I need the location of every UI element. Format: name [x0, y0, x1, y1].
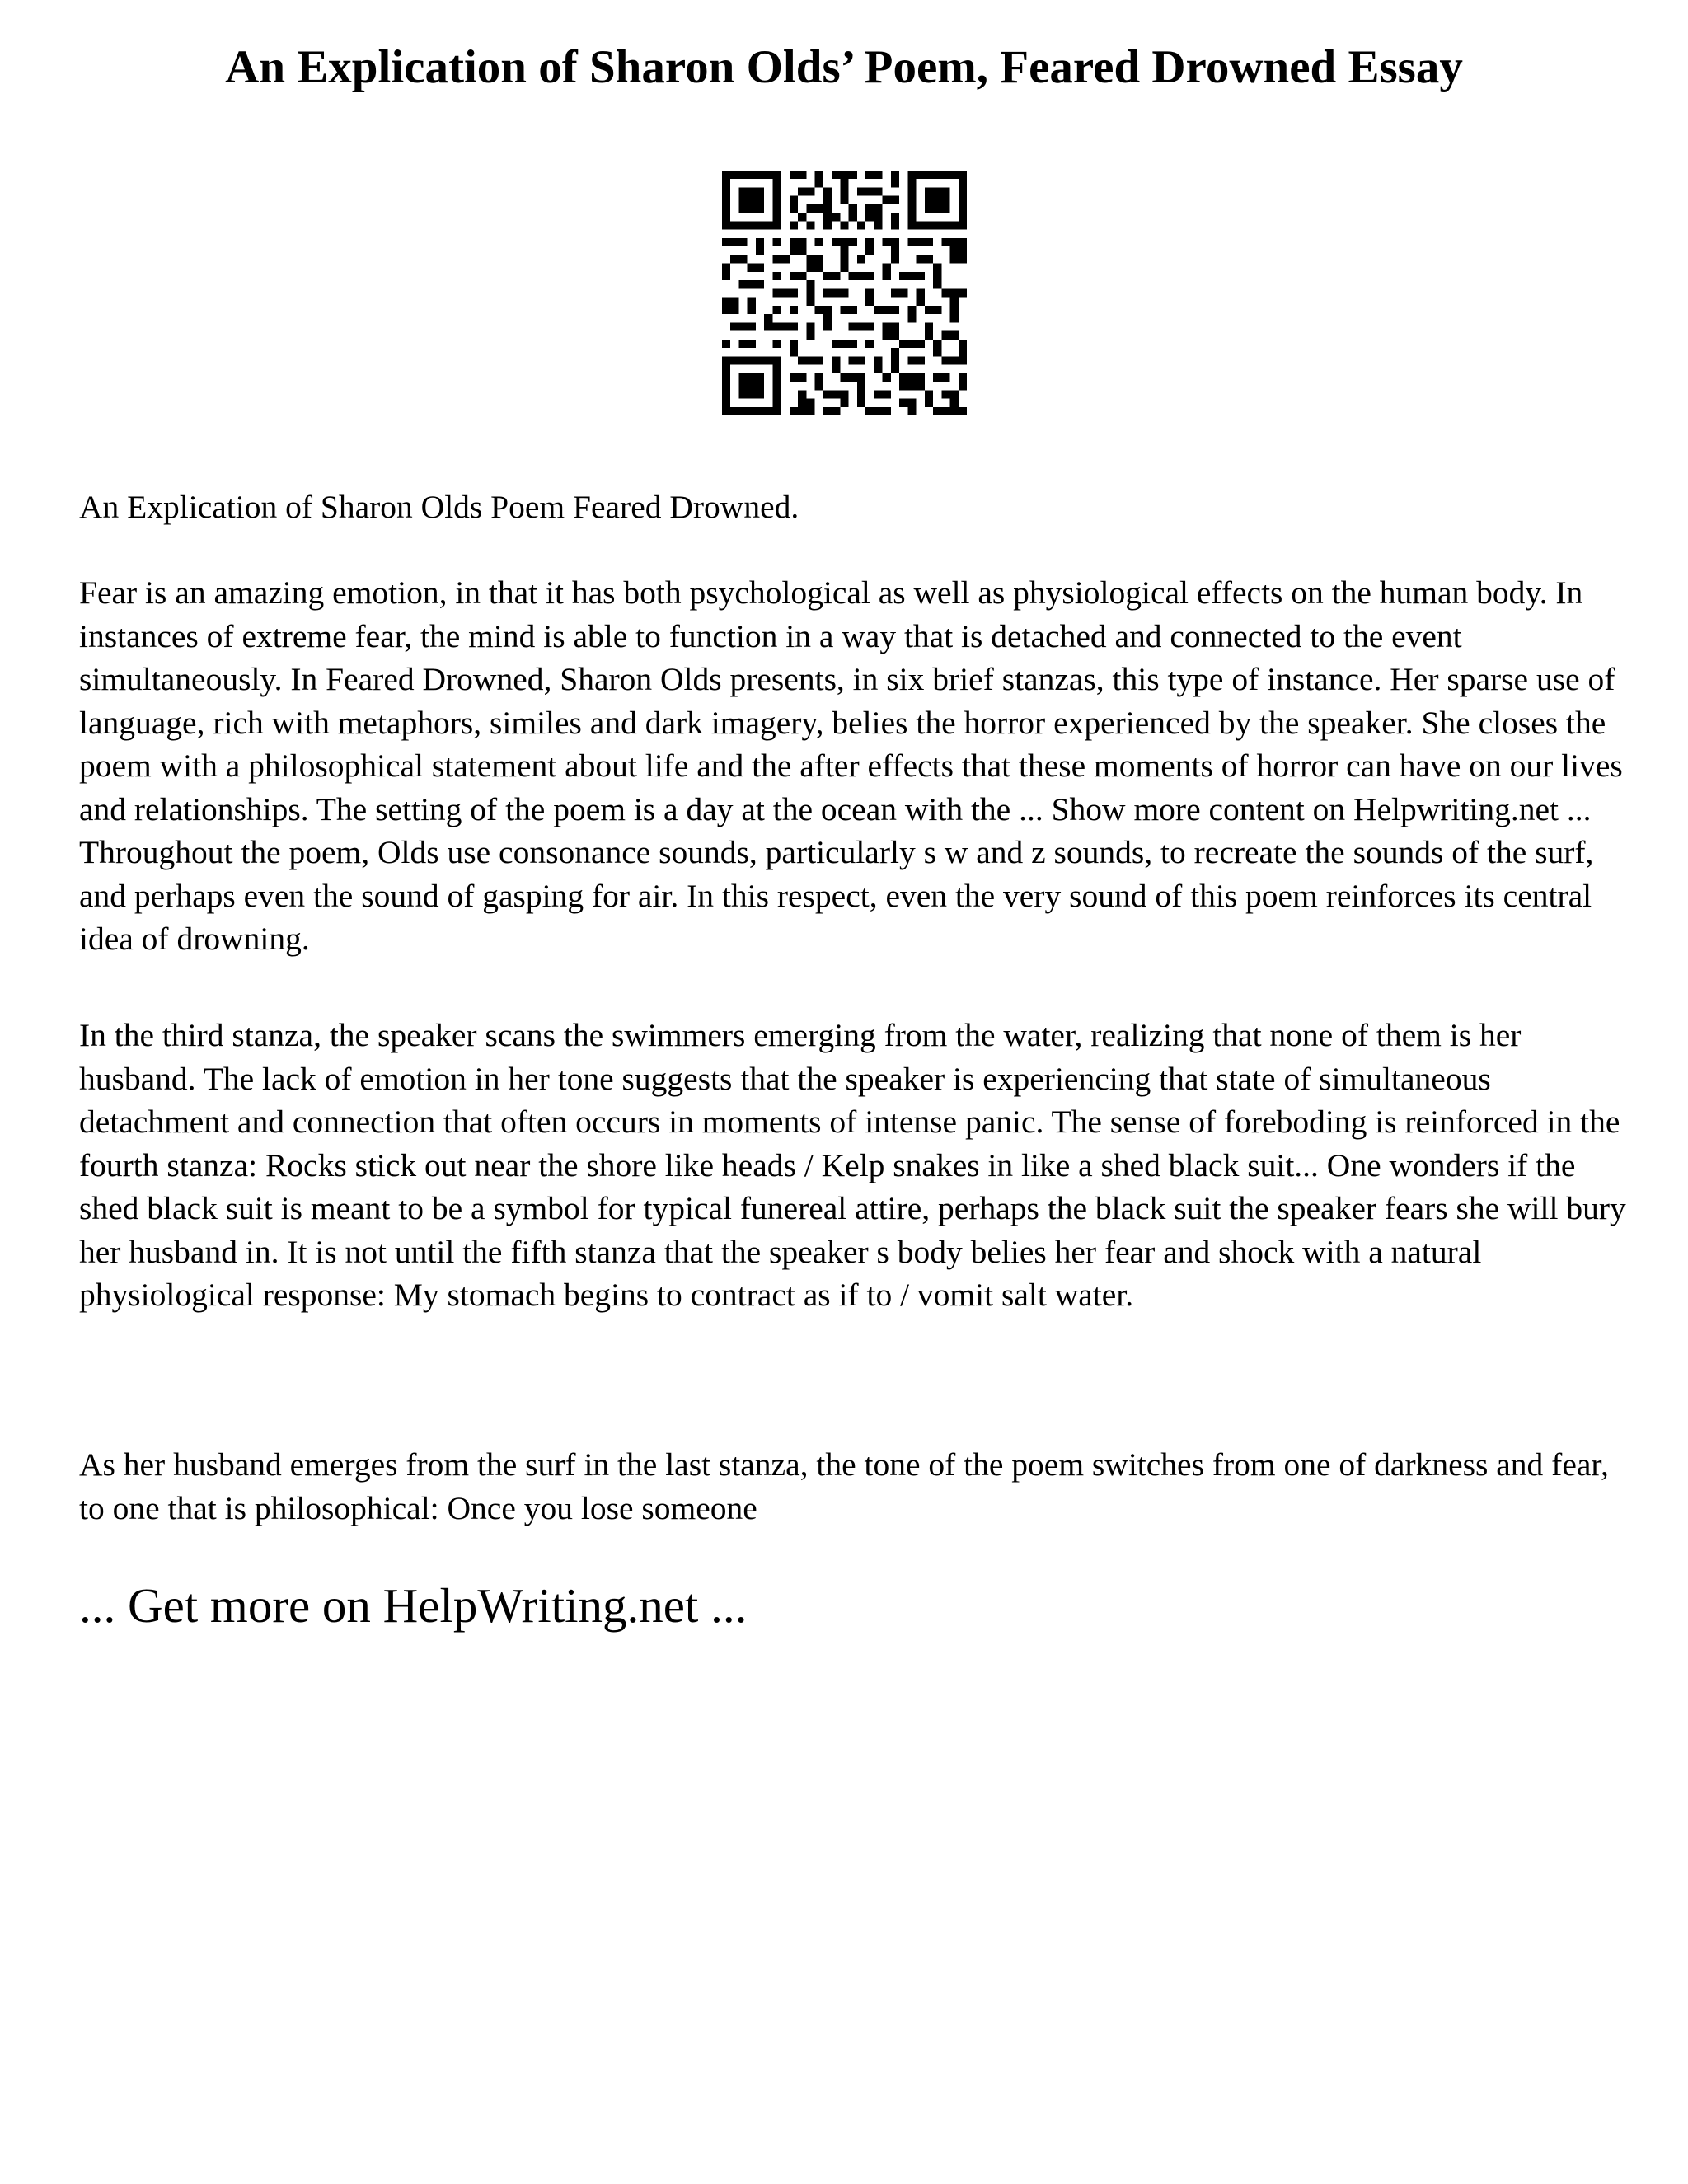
qr-code-icon — [722, 171, 967, 415]
intro-line: An Explication of Sharon Olds Poem Feared Drowned. — [79, 489, 799, 525]
paragraph-2: In the third stanza, the speaker scans the swimmers emerging from the water, realizing that none of them is her husband. The lack of emotion in her tone suggests that the speaker is experiencing that state of simultaneous detachment and connection that often occurs in moments of intense panic. The sense of foreboding is reinforced in the fourth stanza: Rocks stick out near the shore like heads / Kelp snakes in like a shed black suit... One wonders if the shed black suit is meant to be a symbol for typical funereal attire, perhaps the black suit the speaker fears she will bury her husband in. It is not until the fifth stanza that the speaker s body belies her fear and shock with a natural physiological response: My stomach begins to contract as if to / vomit salt water. — [79, 1017, 1626, 1313]
paragraph-1: Fear is an amazing emotion, in that it has both psychological as well as physiological effects on the human body. In instances of extreme fear, the mind is able to function in a way that is detached and connected to the event simultaneously. In Feared Drowned, Sharon Olds presents, in six brief stanzas, this type of instance. Her sparse use of language, rich with metaphors, similes and dark imagery, belies the horror experienced by the speaker. She closes the poem with a philosophical statement about life and the after effects that these moments of horror can have on our lives and relationships. The setting of the poem is a day at the ocean with the ... Show more content on Helpwriting.net ... Throughout the poem, Olds use consonance sounds, particularly s w and z sounds, to recreate the sounds of the surf, and perhaps even the sound of gasping for air. In this respect, even the very sound of this poem reinforces its central idea of drowning. — [79, 574, 1623, 957]
get-more-link[interactable]: ... Get more on HelpWriting.net ... — [79, 1578, 748, 1633]
page-title: An Explication of Sharon Olds’ Poem, Feared Drowned Essay — [225, 41, 1463, 93]
paragraph-3: As her husband emerges from the surf in the last stanza, the tone of the poem switches from one of darkness and fear, to one that is philosophical: Once you lose someone — [79, 1446, 1609, 1526]
